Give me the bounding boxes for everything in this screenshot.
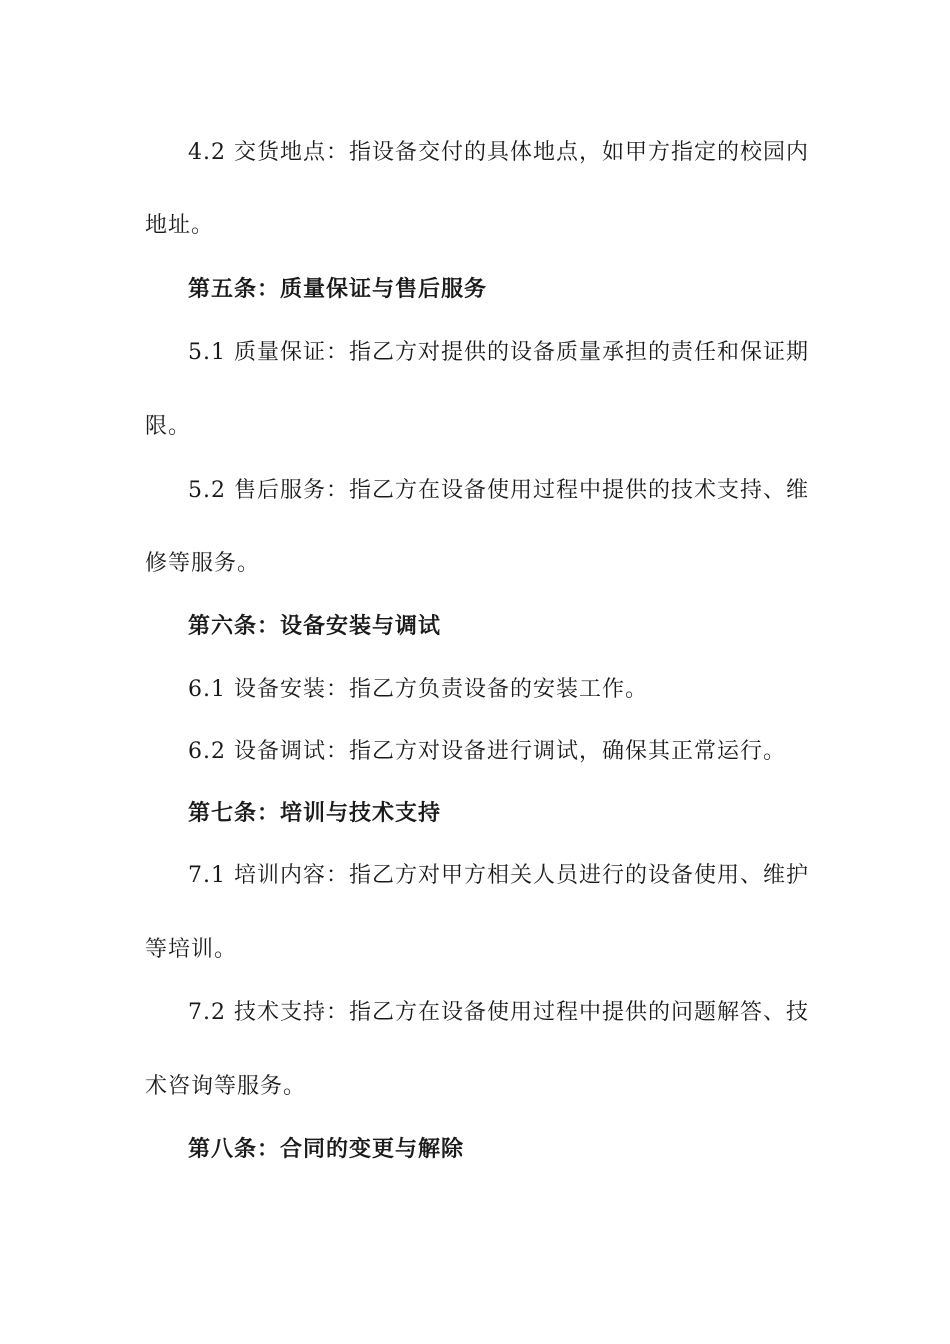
- clause-4-2-line-1: 4.2 交货地点：指设备交付的具体地点，如甲方指定的校园内: [188, 140, 809, 165]
- clause-7-1-line-1: 7.1 培训内容：指乙方对甲方相关人员进行的设备使用、维护: [188, 863, 809, 888]
- clause-7-1-line-2: 等培训。: [145, 937, 238, 962]
- clause-6-2: 6.2 设备调试：指乙方对设备进行调试，确保其正常运行。: [188, 739, 786, 764]
- clause-5-1-line-2: 限。: [145, 414, 192, 439]
- clause-4-2-line-2: 地址。: [145, 213, 215, 238]
- clause-7-2-line-2: 术咨询等服务。: [145, 1074, 307, 1099]
- clause-6-1: 6.1 设备安装：指乙方负责设备的安装工作。: [188, 677, 648, 702]
- clause-7-2-line-1: 7.2 技术支持：指乙方在设备使用过程中提供的问题解答、技: [188, 1000, 809, 1025]
- clause-5-2-line-2: 修等服务。: [145, 551, 261, 576]
- clause-5-1-line-1: 5.1 质量保证：指乙方对提供的设备质量承担的责任和保证期: [188, 340, 809, 365]
- article-7-heading: 第七条：培训与技术支持: [188, 801, 442, 826]
- article-8-heading: 第八条：合同的变更与解除: [188, 1137, 465, 1162]
- article-6-heading: 第六条：设备安装与调试: [188, 614, 442, 639]
- article-5-heading: 第五条：质量保证与售后服务: [188, 277, 488, 302]
- clause-5-2-line-1: 5.2 售后服务：指乙方在设备使用过程中提供的技术支持、维: [188, 478, 809, 503]
